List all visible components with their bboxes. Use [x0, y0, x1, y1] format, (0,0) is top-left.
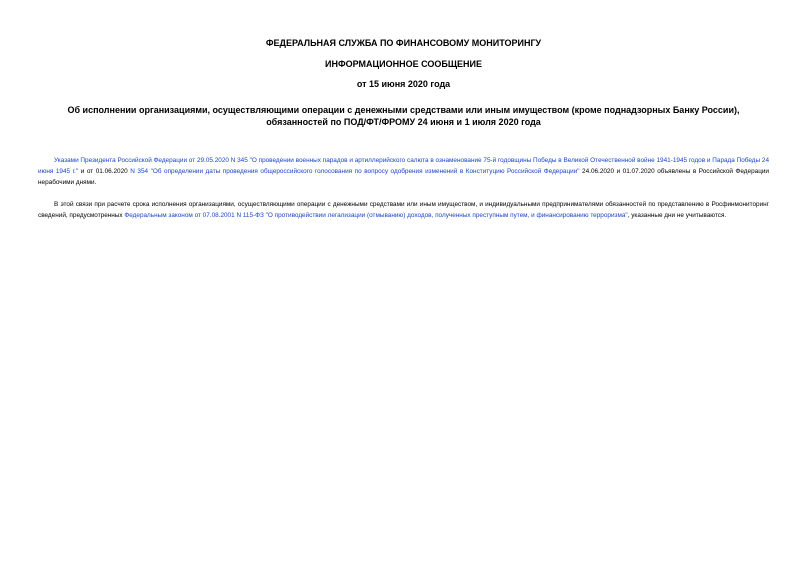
document-date: от 15 июня 2020 года [356, 79, 451, 89]
federal-law-115-link[interactable]: Федеральным законом от 07.08.2001 N 115-ФЗ "О противодействии легализации (отмыванию) доходов, полученных преступным путем, и финансированию терроризма" [124, 212, 628, 219]
agency-name: ФЕДЕРАЛЬНАЯ СЛУЖБА ПО ФИНАНСОВОМУ МОНИТОРИНГУ [265, 38, 542, 48]
paragraph-1-text-2: 24.06.2020 и 01.07.2020 объявлены в Российской Федерации нерабочими днями. [38, 168, 769, 186]
paragraph-1 [38, 155, 769, 188]
decree-354-link[interactable]: N 354 "Об определении даты проведения общероссийского голосования по вопросу одобрения изменений в Конституцию Российской Федерации" [130, 168, 580, 175]
paragraph-2-text-1: В этой связи при расчете срока исполнения организациями, осуществляющими операции с денежными средствами или иным имуществом, и индивидуальными предпринимателями обязанностей по представлению в Росфинмониторинг сведений, предусмотренных [38, 201, 769, 219]
document-subject: Об исполнении организациями, осуществляющими операции с денежными средствами или иным имуществом (кроме поднадзорных Банку России), обязанностей по ПОД/ФТ/ФРОМУ 24 июня и 1 июля 2020 года [67, 105, 740, 127]
paragraph-2 [38, 199, 769, 221]
document-type: ИНФОРМАЦИОННОЕ СООБЩЕНИЕ [325, 59, 482, 69]
paragraph-2-text-2: , указанные дни не учитываются. [627, 212, 727, 219]
presidential-decree-link[interactable]: Указами Президента Российской Федерации от 29.05.2020 N 345 "О проведении военных парадов и артиллерийского салюта в ознаменование 75-й годовщины Победы в Великой Отечественной войне 1941-1945 годов и Парада Победы 24 июня 1945 г." [38, 157, 769, 175]
paragraph-1-text-1: и от 01.06.2020 [78, 168, 131, 175]
